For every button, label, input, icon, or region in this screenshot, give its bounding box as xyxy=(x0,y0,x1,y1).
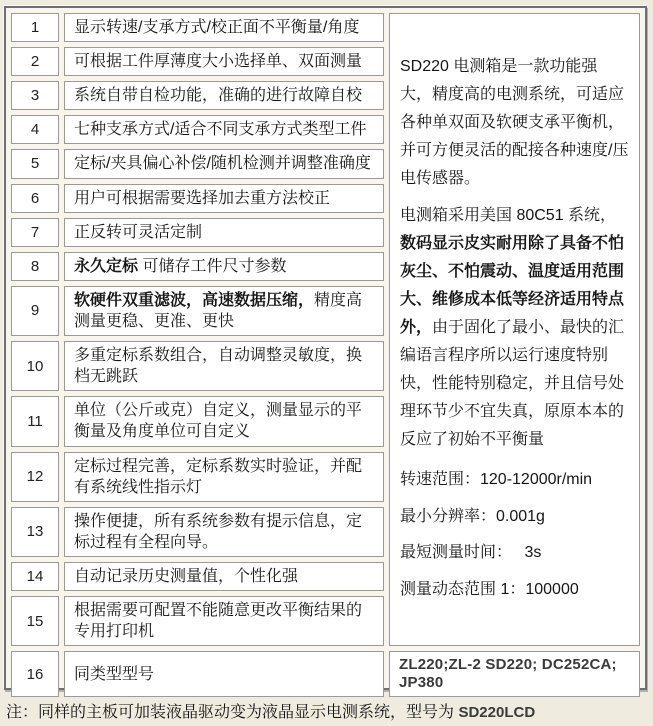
table-row xyxy=(11,13,640,42)
feature-plain: 正反转可灵活定制 xyxy=(74,223,203,241)
feature-plain: 系统自带自检功能，准确的进行故障自校 xyxy=(74,87,363,105)
row-number: 16 xyxy=(11,651,59,697)
feature-plain: 定标过程完善，定标系数实时验证，并配有系统线性指示灯 xyxy=(74,457,363,496)
row-number: 14 xyxy=(11,562,59,591)
row-number: 1 xyxy=(11,13,59,42)
row-number: 8 xyxy=(11,252,59,281)
feature-plain: 自动记录历史测量值，个性化强 xyxy=(74,567,299,585)
feature-bold: 软硬件双重滤波，高速数据压缩， xyxy=(74,291,315,309)
feature-plain: 定标/夹具偏心补偿/随机检测并调整准确度 xyxy=(74,155,371,173)
row-number: 15 xyxy=(11,596,59,646)
feature-text xyxy=(64,286,384,336)
row-number: 9 xyxy=(11,286,59,336)
spec-dynamic-range: 测量动态范围 1：100000 xyxy=(400,580,579,598)
row-number: 6 xyxy=(11,184,59,213)
model-list: ZL220;ZL-2 SD220; DC252CA; JP380 xyxy=(399,656,617,692)
tech-bold: 数码显示皮实耐用除了具备不怕灰尘、不怕震动、温度适用范围大、维修成本低等经济适用特点外， xyxy=(400,234,625,336)
feature-plain: 操作便捷，所有系统参数有提示信息，定标过程有全程向导。 xyxy=(74,512,363,551)
feature-plain: 七种支承方式/适合不同支承方式类型工件 xyxy=(74,121,367,139)
feature-text xyxy=(64,562,384,591)
row-number: 12 xyxy=(11,452,59,502)
feature-text xyxy=(64,396,384,446)
feature-plain: 精度高测量更稳、更准、更快 xyxy=(74,291,363,330)
intro-paragraph: SD220 电测箱是一款功能强大，精度高的电测系统，可适应各种单双面及软硬支承平衡机，并可方便灵活的配接各种速度/压电传感器。 xyxy=(400,57,629,187)
row-number: 10 xyxy=(11,341,59,391)
feature-plain: 同类型型号 xyxy=(74,665,155,683)
feature-plain: 可根据工件厚薄度大小选择单、双面测量 xyxy=(74,53,363,71)
row-number: 3 xyxy=(11,81,59,110)
row-number: 5 xyxy=(11,149,59,178)
feature-text xyxy=(64,596,384,646)
feature-text xyxy=(64,252,384,281)
product-description-cell xyxy=(389,13,640,646)
feature-plain: 根据需要可配置不能随意更改平衡结果的专用打印机 xyxy=(74,602,363,641)
feature-text xyxy=(64,81,384,110)
spec-resolution: 最小分辨率：0.001g xyxy=(400,507,545,525)
feature-bold: 永久定标 xyxy=(74,257,139,275)
feature-text xyxy=(64,13,384,42)
feature-table xyxy=(6,8,645,702)
footnote-text: 注：同样的主板可加装液晶驱动变为液晶显示电测系统，型号为 xyxy=(6,704,459,721)
feature-text xyxy=(64,452,384,502)
tech-post: 由于固化了最小、最快的汇编语言程序所以运行速度特别快，性能特别稳定，并且信号处理环节少不宜失真，原原本本的反应了初始不平衡量 xyxy=(400,318,625,448)
spec-min-measure-time: 最短测量时间： 3s xyxy=(400,544,542,562)
row-number: 2 xyxy=(11,47,59,76)
feature-text xyxy=(64,149,384,178)
table-row xyxy=(11,651,640,697)
feature-plain: 单位（公斤或克）自定义，测量显示的平衡量及角度单位可自定义 xyxy=(74,402,363,441)
footnote xyxy=(4,699,649,722)
row-number: 11 xyxy=(11,396,59,446)
feature-text xyxy=(64,341,384,391)
feature-text xyxy=(64,507,384,557)
spec-speed-range: 转速范围：120-12000r/min xyxy=(400,470,593,488)
feature-plain: 多重定标系数组合，自动调整灵敏度，换档无跳跃 xyxy=(74,347,363,386)
feature-text xyxy=(64,115,384,144)
row-number: 13 xyxy=(11,507,59,557)
row-number: 4 xyxy=(11,115,59,144)
tech-paragraph xyxy=(400,202,629,454)
footnote-model: SD220LCD xyxy=(458,704,536,721)
row-number: 7 xyxy=(11,218,59,247)
feature-plain: 可储存工件尺寸参数 xyxy=(138,257,287,275)
feature-text xyxy=(64,47,384,76)
feature-text xyxy=(64,184,384,213)
feature-plain: 用户可根据需要选择加去重方法校正 xyxy=(74,189,331,207)
feature-plain: 显示转速/支承方式/校正面不平衡量/角度 xyxy=(74,19,360,36)
model-list-cell xyxy=(389,651,640,697)
feature-text xyxy=(64,218,384,247)
tech-pre: 电测箱采用美国 80C51 系统， xyxy=(400,206,617,224)
feature-text xyxy=(64,651,384,697)
spec-panel xyxy=(4,6,647,690)
